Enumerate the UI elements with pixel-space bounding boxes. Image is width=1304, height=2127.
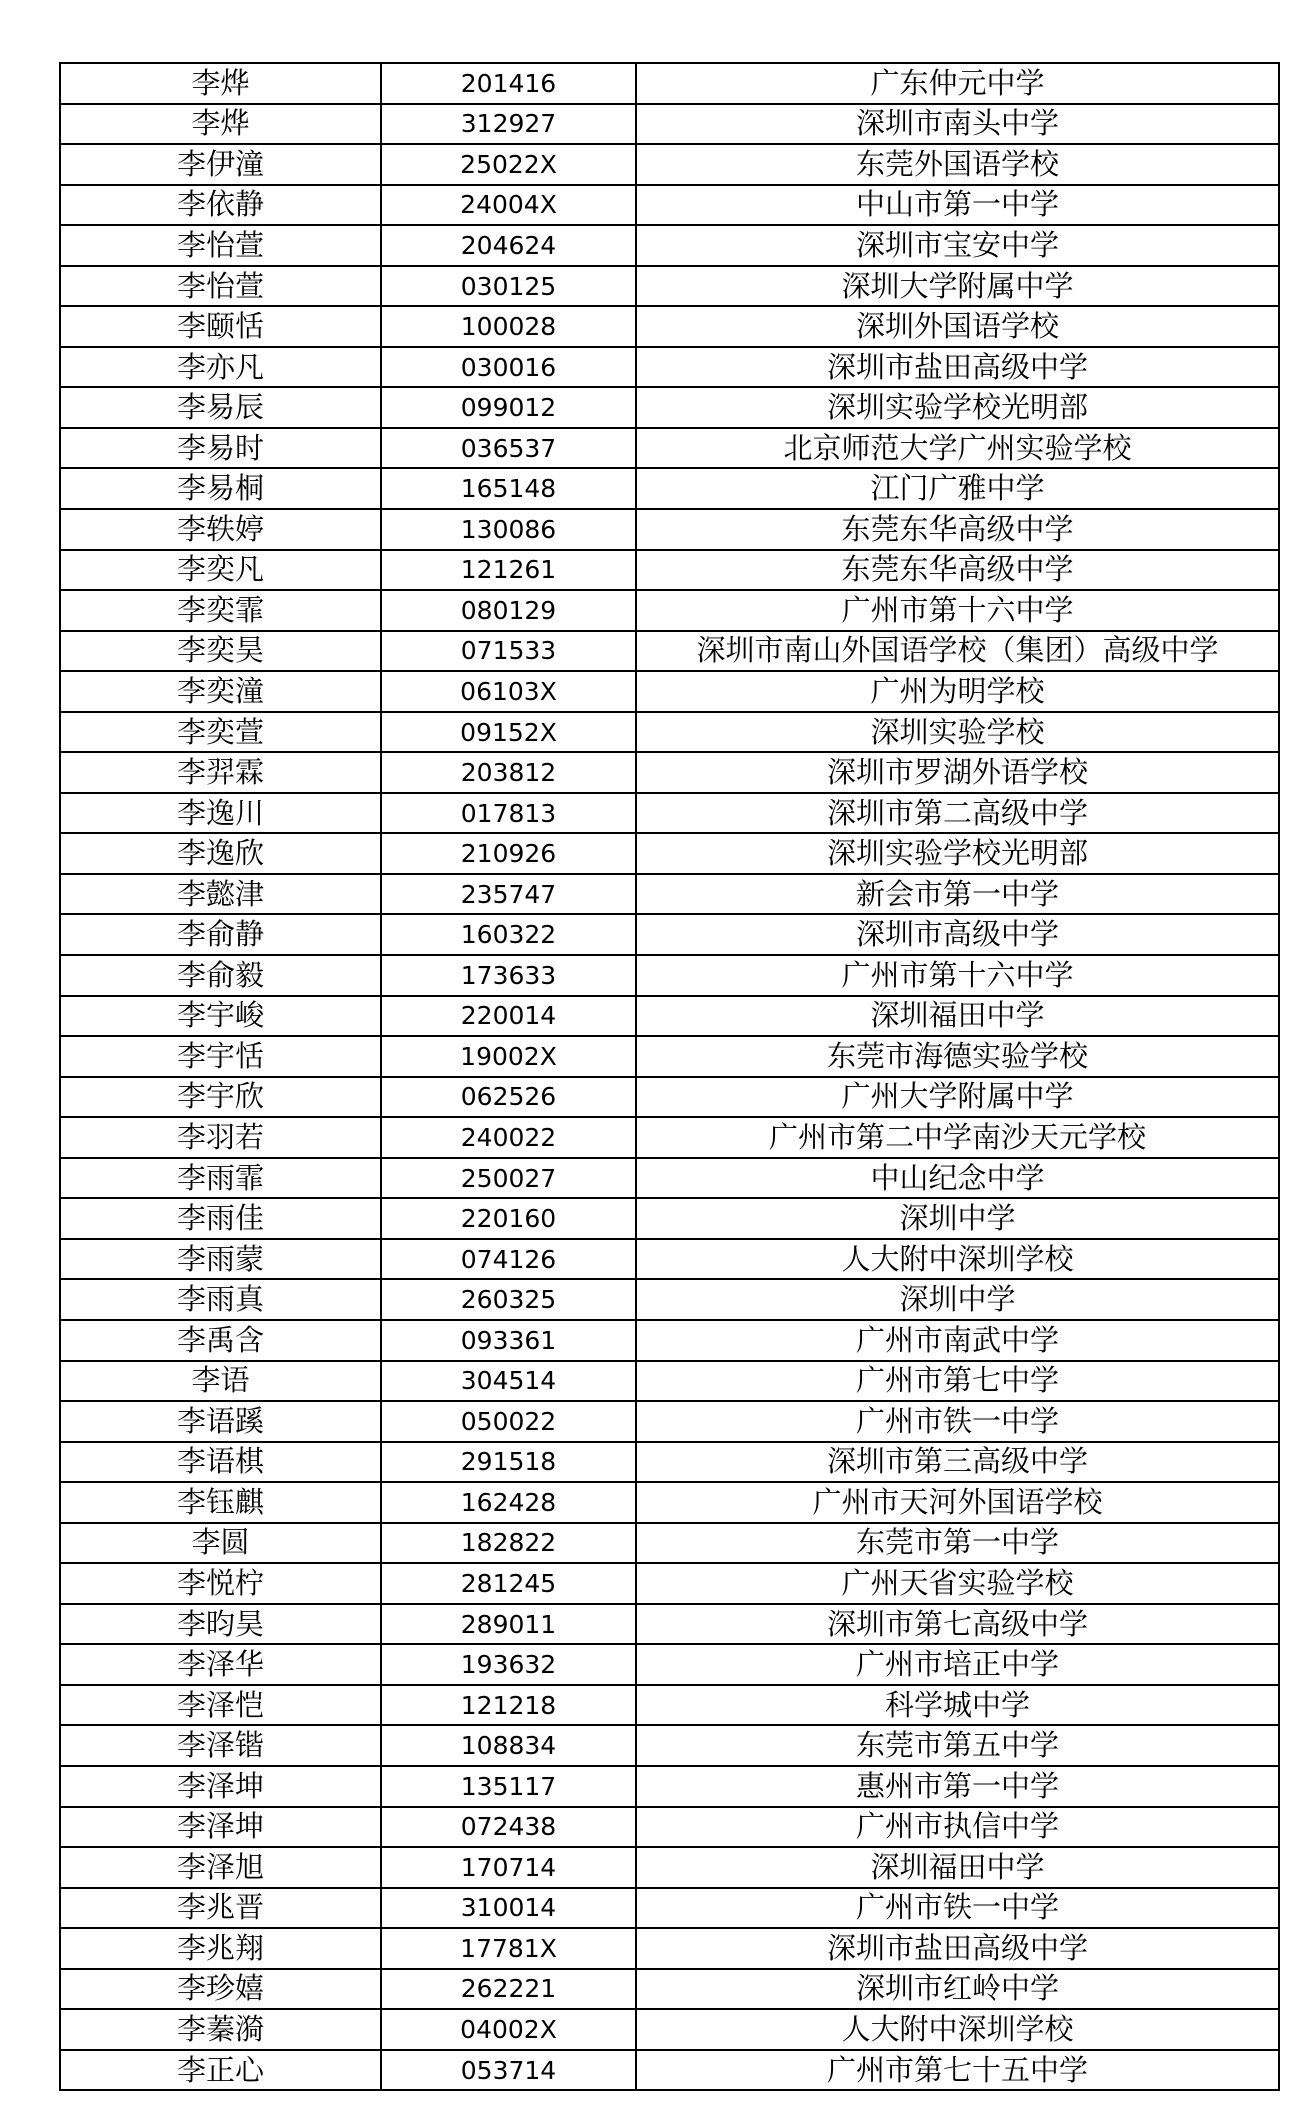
student-id-cell: 260325 xyxy=(381,1279,636,1320)
student-id-cell: 080129 xyxy=(381,590,636,631)
table-row xyxy=(60,104,1279,145)
student-id-cell: 099012 xyxy=(381,387,636,428)
school-name-cell: 广州市天河外国语学校 xyxy=(636,1482,1279,1523)
student-name-cell: 李钰麒 xyxy=(60,1482,381,1523)
student-name-cell: 李泽坤 xyxy=(60,1766,381,1807)
student-name-cell: 李亦凡 xyxy=(60,347,381,388)
student-id-cell: 050022 xyxy=(381,1401,636,1442)
school-name-cell: 广州市第十六中学 xyxy=(636,590,1279,631)
student-name-cell: 李昀昊 xyxy=(60,1604,381,1645)
table-row xyxy=(60,1563,1279,1604)
student-name-cell: 李颐恬 xyxy=(60,306,381,347)
student-name-cell: 李语 xyxy=(60,1361,381,1402)
student-name-cell: 李宇恬 xyxy=(60,1036,381,1077)
table-row xyxy=(60,63,1279,104)
student-id-cell: 25022X xyxy=(381,144,636,185)
school-name-cell: 惠州市第一中学 xyxy=(636,1766,1279,1807)
student-id-cell: 235747 xyxy=(381,874,636,915)
student-name-cell: 李雨佳 xyxy=(60,1198,381,1239)
school-name-cell: 人大附中深圳学校 xyxy=(636,1239,1279,1280)
student-id-cell: 06103X xyxy=(381,671,636,712)
student-name-cell: 李雨霏 xyxy=(60,1158,381,1199)
student-id-cell: 093361 xyxy=(381,1320,636,1361)
table-row xyxy=(60,468,1279,509)
student-id-cell: 017813 xyxy=(381,793,636,834)
student-id-cell: 108834 xyxy=(381,1725,636,1766)
school-name-cell: 深圳市第七高级中学 xyxy=(636,1604,1279,1645)
student-name-cell: 李伊潼 xyxy=(60,144,381,185)
student-id-cell: 304514 xyxy=(381,1361,636,1402)
school-name-cell: 东莞市第一中学 xyxy=(636,1523,1279,1564)
school-name-cell: 广州市第七十五中学 xyxy=(636,2050,1279,2091)
student-id-cell: 053714 xyxy=(381,2050,636,2091)
student-name-cell: 李泽坤 xyxy=(60,1807,381,1848)
table-row xyxy=(60,266,1279,307)
table-row xyxy=(60,1604,1279,1645)
student-name-cell: 李语棋 xyxy=(60,1442,381,1483)
roster-body xyxy=(60,63,1279,2090)
student-name-cell: 李雨蒙 xyxy=(60,1239,381,1280)
table-row xyxy=(60,1969,1279,2010)
table-row xyxy=(60,996,1279,1037)
student-name-cell: 李逸川 xyxy=(60,793,381,834)
table-row xyxy=(60,144,1279,185)
student-name-cell: 李烨 xyxy=(60,104,381,145)
school-name-cell: 广州市培正中学 xyxy=(636,1644,1279,1685)
school-name-cell: 深圳福田中学 xyxy=(636,1847,1279,1888)
table-row xyxy=(60,1847,1279,1888)
school-name-cell: 广州市执信中学 xyxy=(636,1807,1279,1848)
student-id-cell: 030125 xyxy=(381,266,636,307)
table-row xyxy=(60,1077,1279,1118)
student-name-cell: 李奕昊 xyxy=(60,631,381,672)
student-id-cell: 24004X xyxy=(381,185,636,226)
student-id-cell: 121261 xyxy=(381,550,636,591)
student-id-cell: 162428 xyxy=(381,1482,636,1523)
student-name-cell: 李易时 xyxy=(60,428,381,469)
student-id-cell: 173633 xyxy=(381,955,636,996)
table-row xyxy=(60,1807,1279,1848)
student-id-cell: 030016 xyxy=(381,347,636,388)
student-name-cell: 李珍嬉 xyxy=(60,1969,381,2010)
school-name-cell: 深圳市第三高级中学 xyxy=(636,1442,1279,1483)
student-name-cell: 李烨 xyxy=(60,63,381,104)
school-name-cell: 深圳中学 xyxy=(636,1279,1279,1320)
student-id-cell: 074126 xyxy=(381,1239,636,1280)
table-row xyxy=(60,1766,1279,1807)
student-id-cell: 240022 xyxy=(381,1117,636,1158)
student-id-cell: 203812 xyxy=(381,752,636,793)
student-name-cell: 李易辰 xyxy=(60,387,381,428)
student-name-cell: 李逸欣 xyxy=(60,833,381,874)
table-row xyxy=(60,2009,1279,2050)
student-name-cell: 李俞静 xyxy=(60,914,381,955)
student-name-cell: 李奕潼 xyxy=(60,671,381,712)
table-row xyxy=(60,225,1279,266)
student-id-cell: 220160 xyxy=(381,1198,636,1239)
table-row xyxy=(60,793,1279,834)
school-name-cell: 广州天省实验学校 xyxy=(636,1563,1279,1604)
table-row xyxy=(60,1198,1279,1239)
student-name-cell: 李语蹊 xyxy=(60,1401,381,1442)
table-row xyxy=(60,631,1279,672)
student-name-cell: 李轶婷 xyxy=(60,509,381,550)
table-row xyxy=(60,347,1279,388)
student-id-cell: 210926 xyxy=(381,833,636,874)
table-row xyxy=(60,509,1279,550)
table-row xyxy=(60,1685,1279,1726)
student-id-cell: 062526 xyxy=(381,1077,636,1118)
student-id-cell: 201416 xyxy=(381,63,636,104)
school-name-cell: 中山纪念中学 xyxy=(636,1158,1279,1199)
student-name-cell: 李怡萱 xyxy=(60,266,381,307)
student-name-cell: 李奕霏 xyxy=(60,590,381,631)
student-id-cell: 04002X xyxy=(381,2009,636,2050)
school-name-cell: 广州市铁一中学 xyxy=(636,1401,1279,1442)
student-id-cell: 281245 xyxy=(381,1563,636,1604)
student-name-cell: 李奕凡 xyxy=(60,550,381,591)
table-row xyxy=(60,1320,1279,1361)
student-name-cell: 李正心 xyxy=(60,2050,381,2091)
student-id-cell: 204624 xyxy=(381,225,636,266)
student-id-cell: 165148 xyxy=(381,468,636,509)
table-row xyxy=(60,2050,1279,2091)
school-name-cell: 科学城中学 xyxy=(636,1685,1279,1726)
table-row xyxy=(60,914,1279,955)
student-id-cell: 291518 xyxy=(381,1442,636,1483)
roster-sheet xyxy=(59,62,1272,2091)
table-row xyxy=(60,1644,1279,1685)
school-name-cell: 深圳市南头中学 xyxy=(636,104,1279,145)
student-id-cell: 170714 xyxy=(381,1847,636,1888)
student-name-cell: 李易桐 xyxy=(60,468,381,509)
table-row xyxy=(60,1158,1279,1199)
school-name-cell: 江门广雅中学 xyxy=(636,468,1279,509)
table-row xyxy=(60,1117,1279,1158)
school-name-cell: 深圳实验学校 xyxy=(636,712,1279,753)
student-id-cell: 071533 xyxy=(381,631,636,672)
table-row xyxy=(60,1442,1279,1483)
table-row xyxy=(60,1279,1279,1320)
table-row xyxy=(60,874,1279,915)
table-row xyxy=(60,1401,1279,1442)
school-name-cell: 广州市铁一中学 xyxy=(636,1888,1279,1929)
school-name-cell: 东莞东华高级中学 xyxy=(636,509,1279,550)
student-id-cell: 312927 xyxy=(381,104,636,145)
school-name-cell: 深圳市宝安中学 xyxy=(636,225,1279,266)
student-id-cell: 262221 xyxy=(381,1969,636,2010)
student-name-cell: 李泽恺 xyxy=(60,1685,381,1726)
student-id-cell: 130086 xyxy=(381,509,636,550)
student-name-cell: 李泽旭 xyxy=(60,1847,381,1888)
student-id-cell: 19002X xyxy=(381,1036,636,1077)
student-id-cell: 121218 xyxy=(381,1685,636,1726)
table-row xyxy=(60,1482,1279,1523)
table-row xyxy=(60,752,1279,793)
student-name-cell: 李懿津 xyxy=(60,874,381,915)
table-row xyxy=(60,185,1279,226)
student-name-cell: 李羽若 xyxy=(60,1117,381,1158)
school-name-cell: 广东仲元中学 xyxy=(636,63,1279,104)
student-name-cell: 李蓁漪 xyxy=(60,2009,381,2050)
school-name-cell: 深圳中学 xyxy=(636,1198,1279,1239)
student-id-cell: 289011 xyxy=(381,1604,636,1645)
student-id-cell: 193632 xyxy=(381,1644,636,1685)
student-name-cell: 李雨真 xyxy=(60,1279,381,1320)
table-row xyxy=(60,306,1279,347)
student-id-cell: 250027 xyxy=(381,1158,636,1199)
school-name-cell: 东莞市第五中学 xyxy=(636,1725,1279,1766)
table-row xyxy=(60,1888,1279,1929)
school-name-cell: 广州市第七中学 xyxy=(636,1361,1279,1402)
school-name-cell: 广州市第二中学南沙天元学校 xyxy=(636,1117,1279,1158)
school-name-cell: 新会市第一中学 xyxy=(636,874,1279,915)
student-id-cell: 17781X xyxy=(381,1928,636,1969)
table-row xyxy=(60,1036,1279,1077)
student-roster-table xyxy=(59,62,1280,2091)
student-name-cell: 李圆 xyxy=(60,1523,381,1564)
student-id-cell: 160322 xyxy=(381,914,636,955)
table-row xyxy=(60,1928,1279,1969)
table-row xyxy=(60,833,1279,874)
student-name-cell: 李禹含 xyxy=(60,1320,381,1361)
school-name-cell: 深圳实验学校光明部 xyxy=(636,833,1279,874)
student-name-cell: 李宇峻 xyxy=(60,996,381,1037)
school-name-cell: 东莞外国语学校 xyxy=(636,144,1279,185)
table-row xyxy=(60,1361,1279,1402)
table-row xyxy=(60,550,1279,591)
table-row xyxy=(60,590,1279,631)
school-name-cell: 人大附中深圳学校 xyxy=(636,2009,1279,2050)
school-name-cell: 深圳市红岭中学 xyxy=(636,1969,1279,2010)
table-row xyxy=(60,1239,1279,1280)
student-name-cell: 李兆晋 xyxy=(60,1888,381,1929)
school-name-cell: 深圳市高级中学 xyxy=(636,914,1279,955)
table-row xyxy=(60,1523,1279,1564)
school-name-cell: 深圳市盐田高级中学 xyxy=(636,347,1279,388)
school-name-cell: 东莞市海德实验学校 xyxy=(636,1036,1279,1077)
student-name-cell: 李悦柠 xyxy=(60,1563,381,1604)
school-name-cell: 广州市第十六中学 xyxy=(636,955,1279,996)
table-row xyxy=(60,1725,1279,1766)
school-name-cell: 东莞东华高级中学 xyxy=(636,550,1279,591)
student-name-cell: 李宇欣 xyxy=(60,1077,381,1118)
student-name-cell: 李怡萱 xyxy=(60,225,381,266)
table-row xyxy=(60,671,1279,712)
student-id-cell: 135117 xyxy=(381,1766,636,1807)
student-name-cell: 李泽华 xyxy=(60,1644,381,1685)
school-name-cell: 深圳市罗湖外语学校 xyxy=(636,752,1279,793)
table-row xyxy=(60,955,1279,996)
school-name-cell: 中山市第一中学 xyxy=(636,185,1279,226)
student-name-cell: 李依静 xyxy=(60,185,381,226)
student-name-cell: 李泽锴 xyxy=(60,1725,381,1766)
school-name-cell: 深圳外国语学校 xyxy=(636,306,1279,347)
school-name-cell: 深圳市盐田高级中学 xyxy=(636,1928,1279,1969)
student-id-cell: 09152X xyxy=(381,712,636,753)
school-name-cell: 广州为明学校 xyxy=(636,671,1279,712)
student-id-cell: 310014 xyxy=(381,1888,636,1929)
school-name-cell: 深圳福田中学 xyxy=(636,996,1279,1037)
school-name-cell: 深圳市南山外国语学校（集团）高级中学 xyxy=(636,631,1279,672)
student-id-cell: 100028 xyxy=(381,306,636,347)
student-id-cell: 220014 xyxy=(381,996,636,1037)
table-row xyxy=(60,428,1279,469)
student-name-cell: 李俞毅 xyxy=(60,955,381,996)
school-name-cell: 广州市南武中学 xyxy=(636,1320,1279,1361)
school-name-cell: 深圳市第二高级中学 xyxy=(636,793,1279,834)
student-id-cell: 182822 xyxy=(381,1523,636,1564)
table-row xyxy=(60,712,1279,753)
school-name-cell: 广州大学附属中学 xyxy=(636,1077,1279,1118)
student-id-cell: 072438 xyxy=(381,1807,636,1848)
student-name-cell: 李奕萱 xyxy=(60,712,381,753)
school-name-cell: 北京师范大学广州实验学校 xyxy=(636,428,1279,469)
school-name-cell: 深圳大学附属中学 xyxy=(636,266,1279,307)
student-id-cell: 036537 xyxy=(381,428,636,469)
student-name-cell: 李兆翔 xyxy=(60,1928,381,1969)
school-name-cell: 深圳实验学校光明部 xyxy=(636,387,1279,428)
student-name-cell: 李羿霖 xyxy=(60,752,381,793)
table-row xyxy=(60,387,1279,428)
